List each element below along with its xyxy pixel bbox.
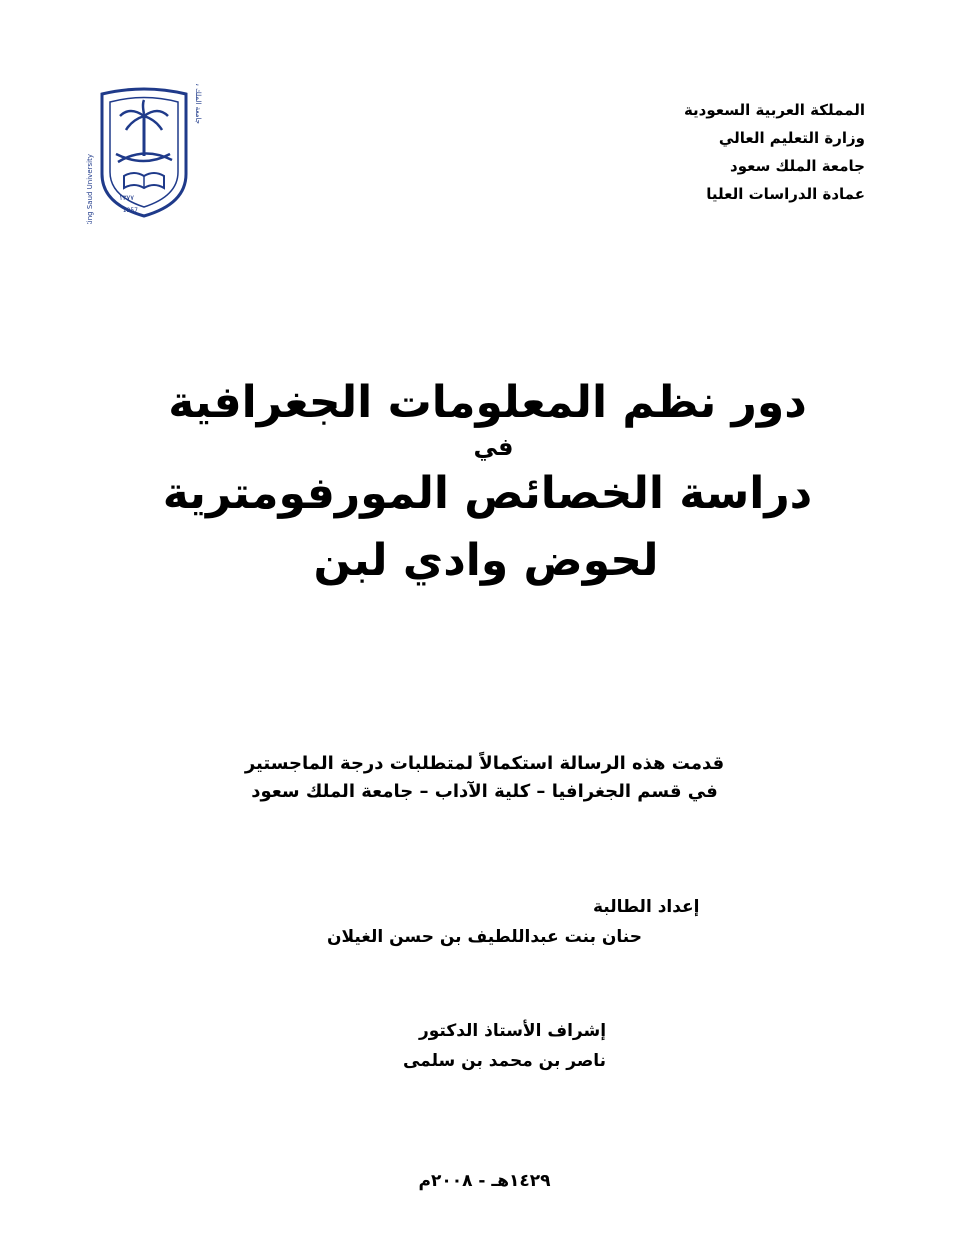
- institution-header: [605, 96, 865, 208]
- thesis-title: [0, 375, 969, 597]
- title-line-4: لحوض وادي لبن: [313, 535, 659, 586]
- king-saud-university-logo-icon: [84, 84, 204, 224]
- submission-statement: [0, 750, 969, 806]
- thesis-date: ١٤٢٩هـ - ٢٠٠٨م: [418, 1171, 551, 1191]
- prepared-by-label: إعداد الطالبة: [592, 897, 700, 917]
- submission-line-1: قدمت هذه الرسالة استكمالاً لمتطلبات درجة الماجستير: [244, 753, 725, 774]
- header-ministry: وزارة التعليم العالي: [718, 129, 865, 147]
- supervisor-name: ناصر بن محمد بن سلمى: [402, 1051, 607, 1071]
- submission-line-2: في قسم الجغرافيا – كلية الآداب – جامعة الملك سعود: [251, 781, 718, 802]
- supervisor-label: إشراف الأستاذ الدكتور: [418, 1021, 607, 1041]
- svg-text:1957: 1957: [122, 207, 138, 214]
- student-name: حنان بنت عبداللطيف بن حسن الغيلان: [327, 927, 642, 947]
- header-deanship: عمادة الدراسات العليا: [706, 185, 865, 203]
- supervisor-block: [0, 1016, 969, 1076]
- svg-text:King Saud University: King Saud University: [86, 154, 94, 224]
- title-line-1: دور نظم المعلومات الجغرافية: [168, 377, 807, 428]
- svg-text:جامعة الملك سعود: جامعة الملك سعود: [194, 84, 202, 124]
- header-country: المملكة العربية السعودية: [683, 101, 865, 119]
- title-line-3: دراسة الخصائص المورفومترية: [162, 468, 813, 519]
- prepared-by: [0, 892, 969, 952]
- header-university: جامعة الملك سعود: [730, 157, 865, 175]
- svg-text:١٣٧٧: ١٣٧٧: [118, 194, 134, 202]
- title-line-2: في: [473, 433, 514, 461]
